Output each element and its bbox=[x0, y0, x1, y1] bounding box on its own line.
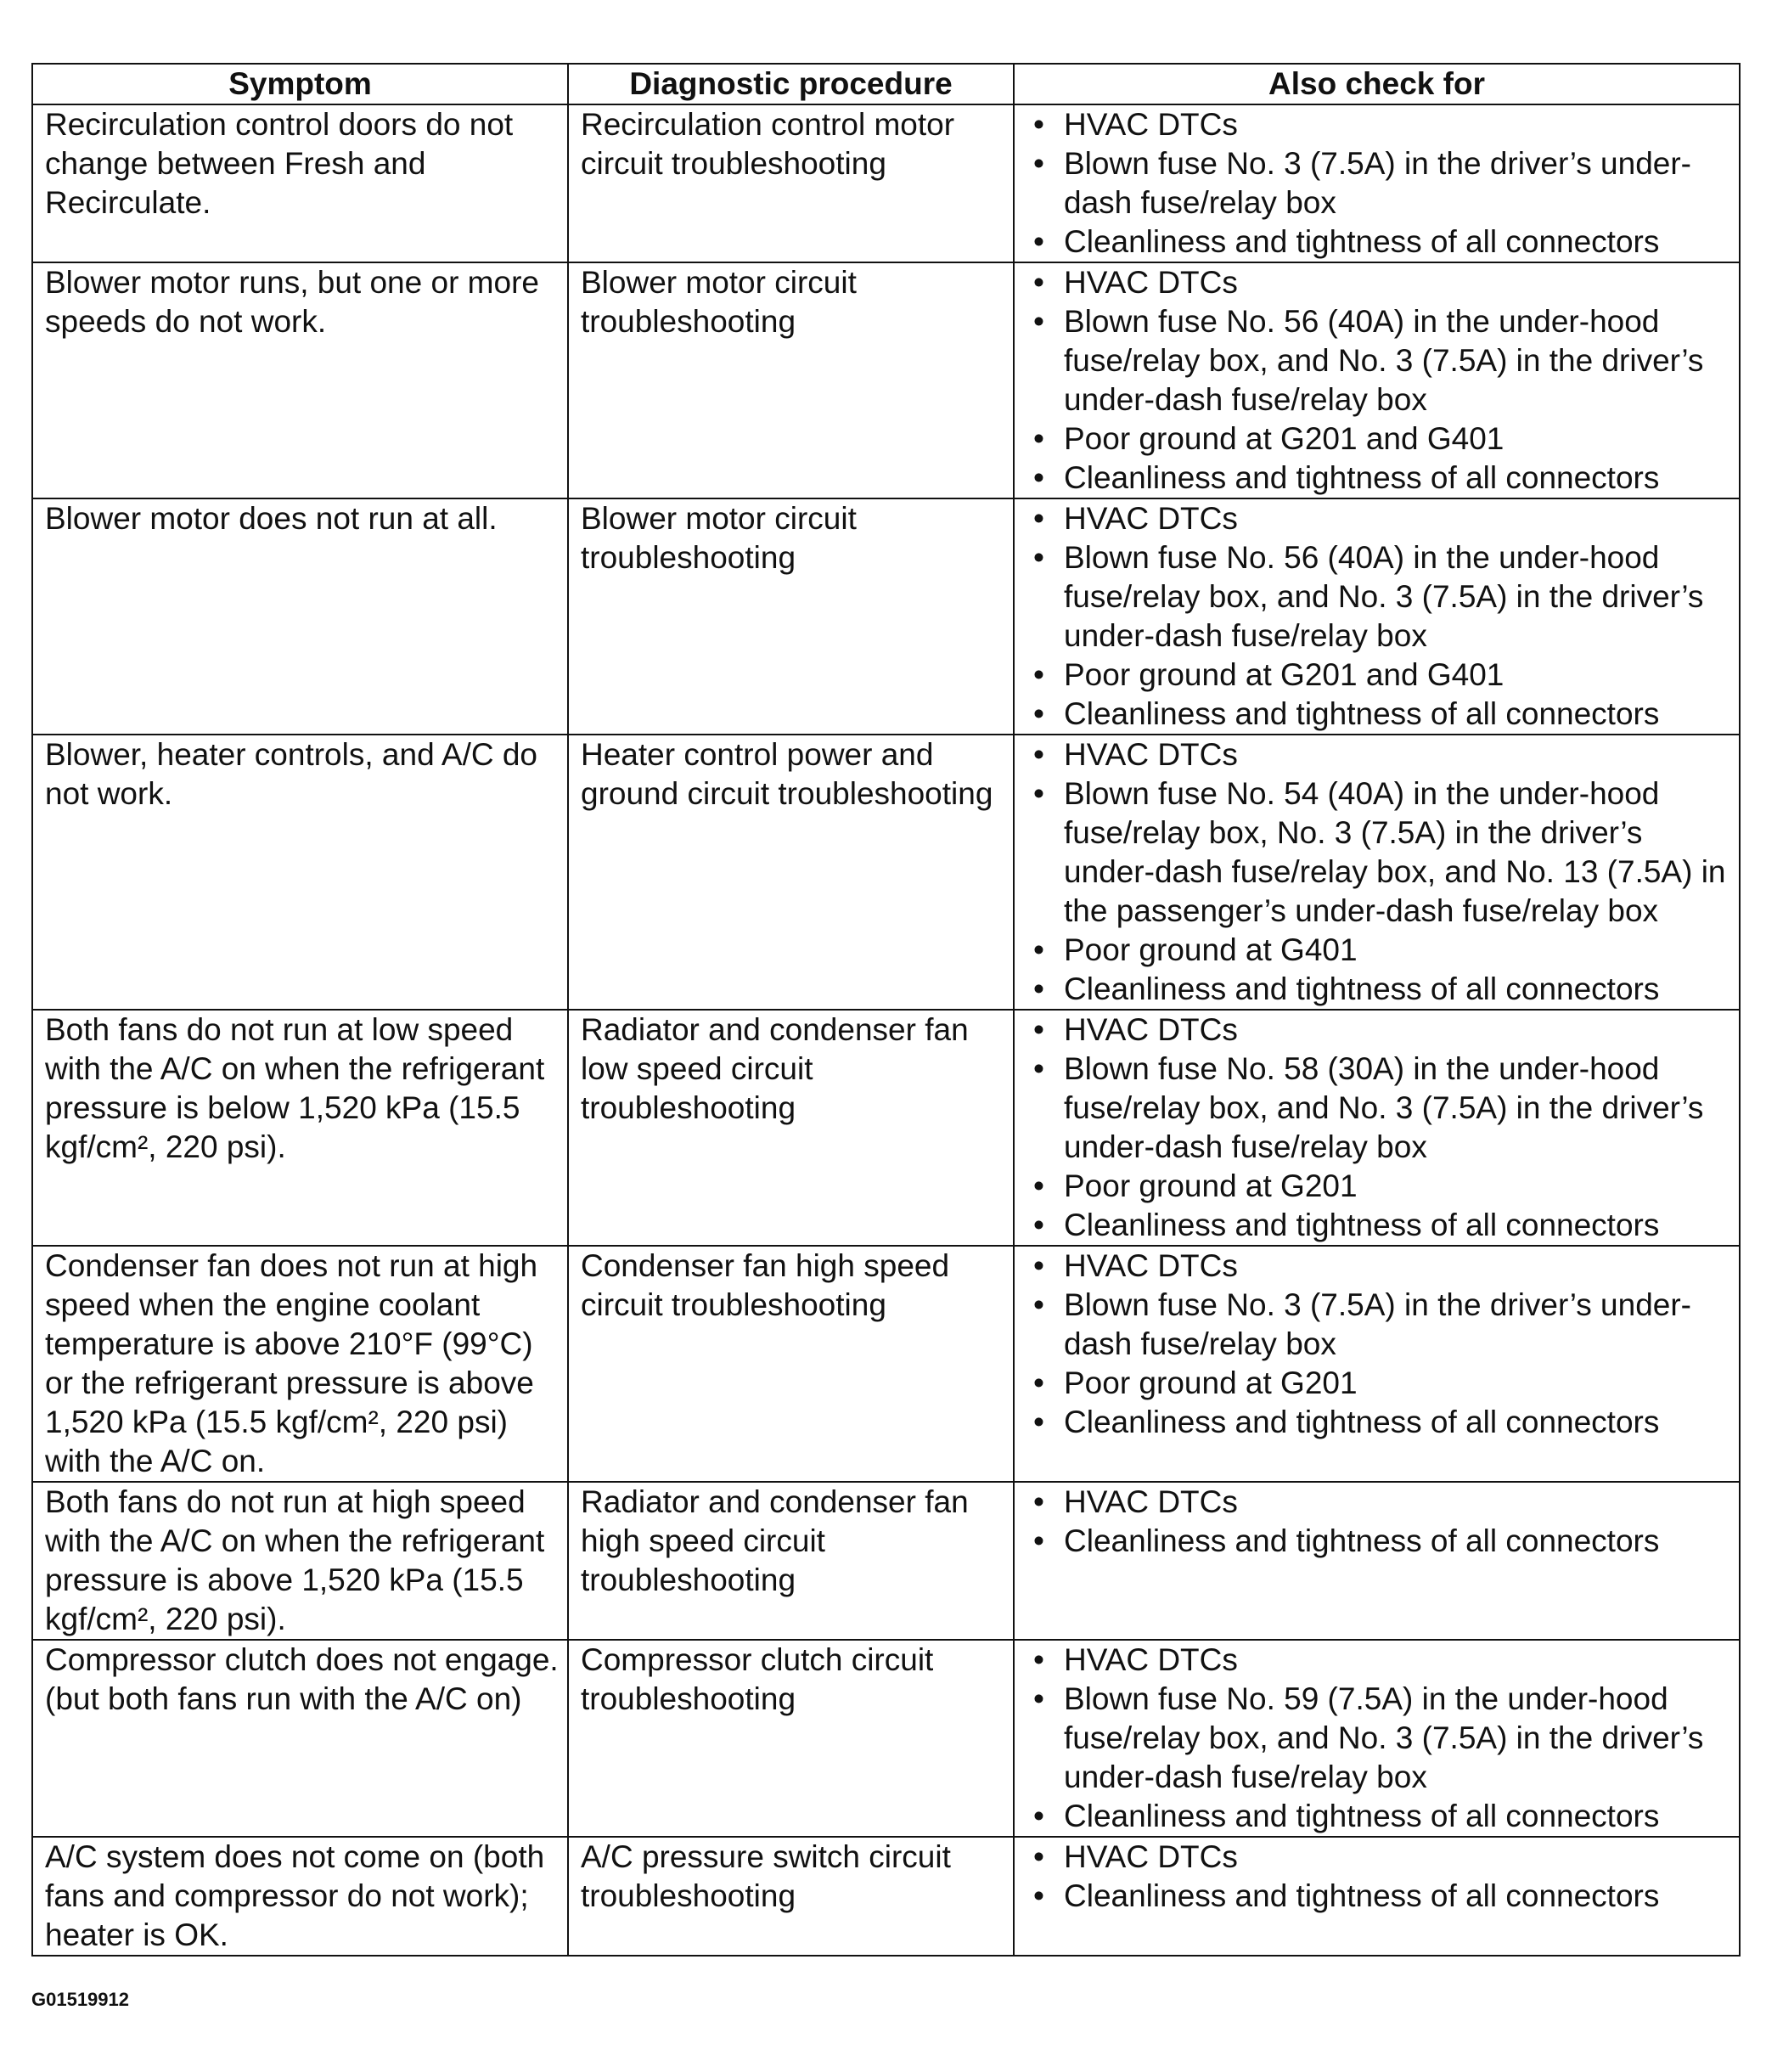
procedure-cell: Recirculation control motor circuit troubleshooting bbox=[568, 104, 1014, 262]
table-row bbox=[32, 1246, 1740, 1482]
check-item: • Blown fuse No. 56 (40A) in the under-hood fuse/relay box, and No. 3 (7.5A) in the driver’s under-dash fuse/relay box bbox=[1032, 538, 1735, 656]
check-list bbox=[1032, 1247, 1735, 1442]
check-item: • Cleanliness and tightness of all connectors bbox=[1032, 459, 1735, 498]
check-item: • Poor ground at G201 and G401 bbox=[1032, 656, 1735, 695]
check-item: • Blown fuse No. 56 (40A) in the under-hood fuse/relay box, and No. 3 (7.5A) in the driver’s under-dash fuse/relay box bbox=[1032, 302, 1735, 419]
symptom-cell: A/C system does not come on (both fans and compressor do not work); heater is OK. bbox=[32, 1837, 568, 1956]
check-list bbox=[1032, 735, 1735, 1009]
also-check-cell bbox=[1014, 1837, 1740, 1956]
check-list bbox=[1032, 1641, 1735, 1836]
check-item: • Poor ground at G201 bbox=[1032, 1364, 1735, 1403]
table-row bbox=[32, 498, 1740, 735]
also-check-cell bbox=[1014, 735, 1740, 1010]
check-item: • HVAC DTCs bbox=[1032, 1247, 1735, 1286]
table-body bbox=[32, 104, 1740, 1956]
procedure-cell: Blower motor circuit troubleshooting bbox=[568, 498, 1014, 735]
table-row bbox=[32, 262, 1740, 498]
check-item: • Poor ground at G201 and G401 bbox=[1032, 419, 1735, 459]
check-item: • Cleanliness and tightness of all connectors bbox=[1032, 222, 1735, 262]
symptom-cell: Blower motor does not run at all. bbox=[32, 498, 568, 735]
symptom-cell: Blower, heater controls, and A/C do not work. bbox=[32, 735, 568, 1010]
check-item: • Cleanliness and tightness of all connectors bbox=[1032, 1797, 1735, 1836]
check-item: • Blown fuse No. 54 (40A) in the under-hood fuse/relay box, No. 3 (7.5A) in the driver’s under-dash fuse/relay box, and No. 13 (7.5A) in the passenger’s under-dash fuse/relay box bbox=[1032, 774, 1735, 931]
procedure-cell: A/C pressure switch circuit troubleshooting bbox=[568, 1837, 1014, 1956]
check-item: • HVAC DTCs bbox=[1032, 263, 1735, 302]
also-check-cell bbox=[1014, 1640, 1740, 1837]
check-item: • HVAC DTCs bbox=[1032, 1641, 1735, 1680]
check-list bbox=[1032, 105, 1735, 262]
column-header-diagnostic-procedure: Diagnostic procedure bbox=[568, 64, 1014, 104]
check-item: • Cleanliness and tightness of all connectors bbox=[1032, 970, 1735, 1009]
procedure-cell: Blower motor circuit troubleshooting bbox=[568, 262, 1014, 498]
check-list bbox=[1032, 263, 1735, 498]
check-item: • Cleanliness and tightness of all connectors bbox=[1032, 695, 1735, 734]
check-item: • Blown fuse No. 59 (7.5A) in the under-hood fuse/relay box, and No. 3 (7.5A) in the driver’s under-dash fuse/relay box bbox=[1032, 1680, 1735, 1797]
also-check-cell bbox=[1014, 1246, 1740, 1482]
check-item: • HVAC DTCs bbox=[1032, 105, 1735, 144]
also-check-cell bbox=[1014, 262, 1740, 498]
symptom-cell: Blower motor runs, but one or more speeds do not work. bbox=[32, 262, 568, 498]
symptom-cell: Condenser fan does not run at high speed when the engine coolant temperature is above 210°F (99°C) or the refrigerant pressure is above 1,520 kPa (15.5 kgf/cm², 220 psi) with the A/C on. bbox=[32, 1246, 568, 1482]
column-header-also-check-for: Also check for bbox=[1014, 64, 1740, 104]
check-list bbox=[1032, 499, 1735, 734]
figure-id: G01519912 bbox=[31, 1989, 129, 2010]
check-item: • Cleanliness and tightness of all connectors bbox=[1032, 1877, 1735, 1916]
check-list bbox=[1032, 1838, 1735, 1916]
check-item: • Cleanliness and tightness of all connectors bbox=[1032, 1522, 1735, 1561]
symptom-cell: Both fans do not run at high speed with the A/C on when the refrigerant pressure is above 1,520 kPa (15.5 kgf/cm², 220 psi). bbox=[32, 1482, 568, 1640]
check-item: • Blown fuse No. 3 (7.5A) in the driver’s under-dash fuse/relay box bbox=[1032, 1286, 1735, 1364]
check-item: • Cleanliness and tightness of all connectors bbox=[1032, 1206, 1735, 1245]
check-item: • HVAC DTCs bbox=[1032, 499, 1735, 538]
check-item: • Cleanliness and tightness of all connectors bbox=[1032, 1403, 1735, 1442]
check-list bbox=[1032, 1483, 1735, 1561]
table-header-row bbox=[32, 64, 1740, 104]
also-check-cell bbox=[1014, 1010, 1740, 1246]
procedure-cell: Compressor clutch circuit troubleshooting bbox=[568, 1640, 1014, 1837]
also-check-cell bbox=[1014, 498, 1740, 735]
symptom-cell: Both fans do not run at low speed with the A/C on when the refrigerant pressure is below 1,520 kPa (15.5 kgf/cm², 220 psi). bbox=[32, 1010, 568, 1246]
check-list bbox=[1032, 1011, 1735, 1245]
table-row bbox=[32, 1640, 1740, 1837]
table-row bbox=[32, 1482, 1740, 1640]
check-item: • HVAC DTCs bbox=[1032, 1011, 1735, 1050]
symptom-cell: Compressor clutch does not engage. (but both fans run with the A/C on) bbox=[32, 1640, 568, 1837]
symptom-cell: Recirculation control doors do not change between Fresh and Recirculate. bbox=[32, 104, 568, 262]
diagnostic-table bbox=[31, 63, 1741, 1957]
also-check-cell bbox=[1014, 1482, 1740, 1640]
table-row bbox=[32, 104, 1740, 262]
check-item: • Blown fuse No. 3 (7.5A) in the driver’s under-dash fuse/relay box bbox=[1032, 144, 1735, 222]
table-row bbox=[32, 735, 1740, 1010]
check-item: • Poor ground at G201 bbox=[1032, 1167, 1735, 1206]
check-item: • Poor ground at G401 bbox=[1032, 931, 1735, 970]
check-item: • HVAC DTCs bbox=[1032, 1838, 1735, 1877]
check-item: • HVAC DTCs bbox=[1032, 735, 1735, 774]
table-row bbox=[32, 1837, 1740, 1956]
check-item: • HVAC DTCs bbox=[1032, 1483, 1735, 1522]
procedure-cell: Radiator and condenser fan low speed circuit troubleshooting bbox=[568, 1010, 1014, 1246]
also-check-cell bbox=[1014, 104, 1740, 262]
procedure-cell: Heater control power and ground circuit troubleshooting bbox=[568, 735, 1014, 1010]
check-item: • Blown fuse No. 58 (30A) in the under-hood fuse/relay box, and No. 3 (7.5A) in the driver’s under-dash fuse/relay box bbox=[1032, 1050, 1735, 1167]
table-row bbox=[32, 1010, 1740, 1246]
procedure-cell: Radiator and condenser fan high speed circuit troubleshooting bbox=[568, 1482, 1014, 1640]
column-header-symptom: Symptom bbox=[32, 64, 568, 104]
procedure-cell: Condenser fan high speed circuit troubleshooting bbox=[568, 1246, 1014, 1482]
